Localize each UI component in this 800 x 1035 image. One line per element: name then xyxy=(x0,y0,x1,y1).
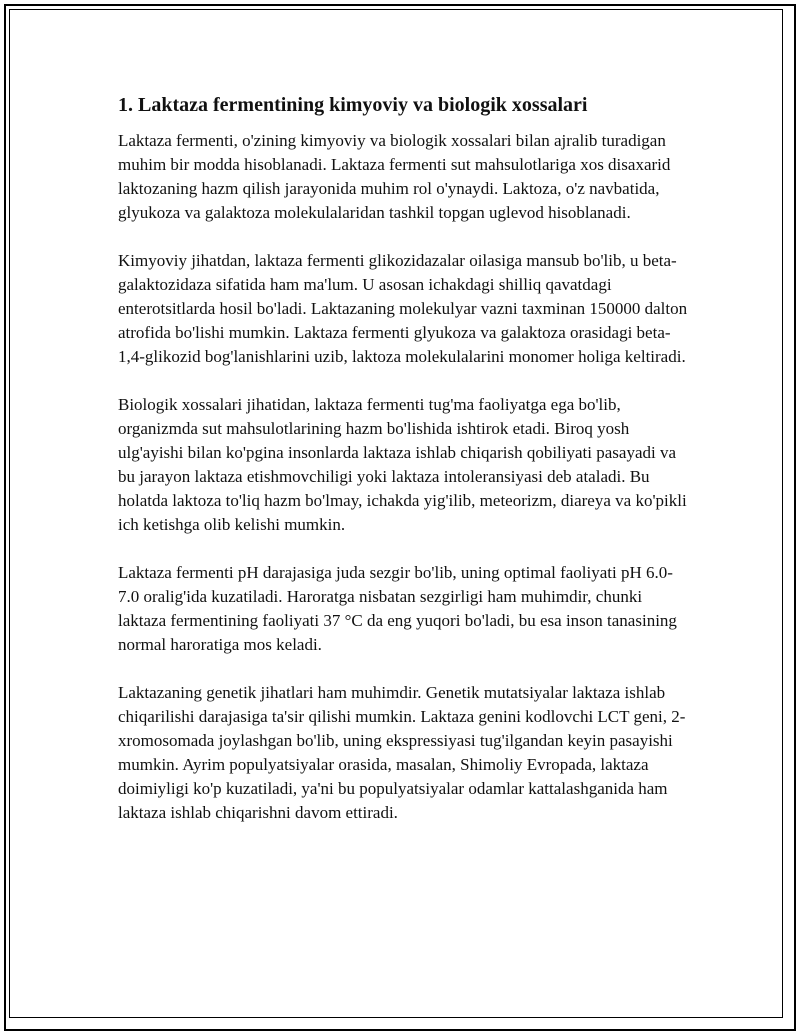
document-body xyxy=(118,91,690,825)
section-heading: 1. Laktaza fermentining kimyoviy va biologik xossalari xyxy=(118,94,588,116)
paragraph-ph-temperature: Laktaza fermenti pH darajasiga juda sezgir bo'lib, uning optimal faoliyati pH 6.0-7.0 oralig'ida kuzatiladi. Haroratga nisbatan sezgirligi ham muhimdir, chunki laktaza fermentining faoliyati 37 °C da eng yuqori bo'ladi, bu esa inson tanasining normal haroratiga mos keladi. xyxy=(118,563,677,654)
paragraph-genetics: Laktazaning genetik jihatlari ham muhimdir. Genetik mutatsiyalar laktaza ishlab chiqarilishi darajasiga ta'sir qilishi mumkin. Laktaza genini kodlovchi LCT geni, 2-xromosomada joylashgan bo'lib, uning ekspressiyasi tug'ilgandan keyin pasayishi mumkin. Ayrim populyatsiyalar orasida, masalan, Shimoliy Evropada, laktaza doimiyligi ko'p kuzatiladi, ya'ni bu populyatsiyalar odamlar kattalashganida ham laktaza ishlab chiqarishni davom ettiradi. xyxy=(118,683,686,822)
paragraph-chemical-properties: Kimyoviy jihatdan, laktaza fermenti glikozidazalar oilasiga mansub bo'lib, u beta-galaktozidaza sifatida ham ma'lum. U asosan ichakdagi shilliq qavatdagi enterotsitlarda hosil bo'ladi. Laktazaning molekulyar vazni taxminan 150000 dalton atrofida bo'lishi mumkin. Laktaza fermenti glyukoza va galaktoza orasidagi beta-1,4-glikozid bog'lanishlarini uzib, laktoza molekulalarini monomer holiga keltiradi. xyxy=(118,251,688,366)
paragraph-biological-properties: Biologik xossalari jihatidan, laktaza fermenti tug'ma faoliyatga ega bo'lib, organizmda sut mahsulotlarining hazm bo'lishida ishtirok etadi. Biroq yosh ulg'ayishi bilan ko'pgina insonlarda laktaza ishlab chiqarish qobiliyati pasayadi va bu jarayon laktaza etishmovchiligi yoki laktaza intoleransiyasi deb ataladi. Bu holatda laktoza to'liq hazm bo'lmay, ichakda yig'ilib, meteorizm, diareya va ko'pikli ich ketishga olib kelishi mumkin. xyxy=(118,395,687,534)
paragraph-intro: Laktaza fermenti, o'zining kimyoviy va biologik xossalari bilan ajralib turadigan muhim bir modda hisoblanadi. Laktaza fermenti sut mahsulotlariga xos disaxarid laktozaning hazm qilish jarayonida muhim rol o'ynaydi. Laktoza, o'z navbatida, glyukoza va galaktoza molekulalaridan tashkil topgan uglevod hisoblanadi. xyxy=(118,131,671,222)
